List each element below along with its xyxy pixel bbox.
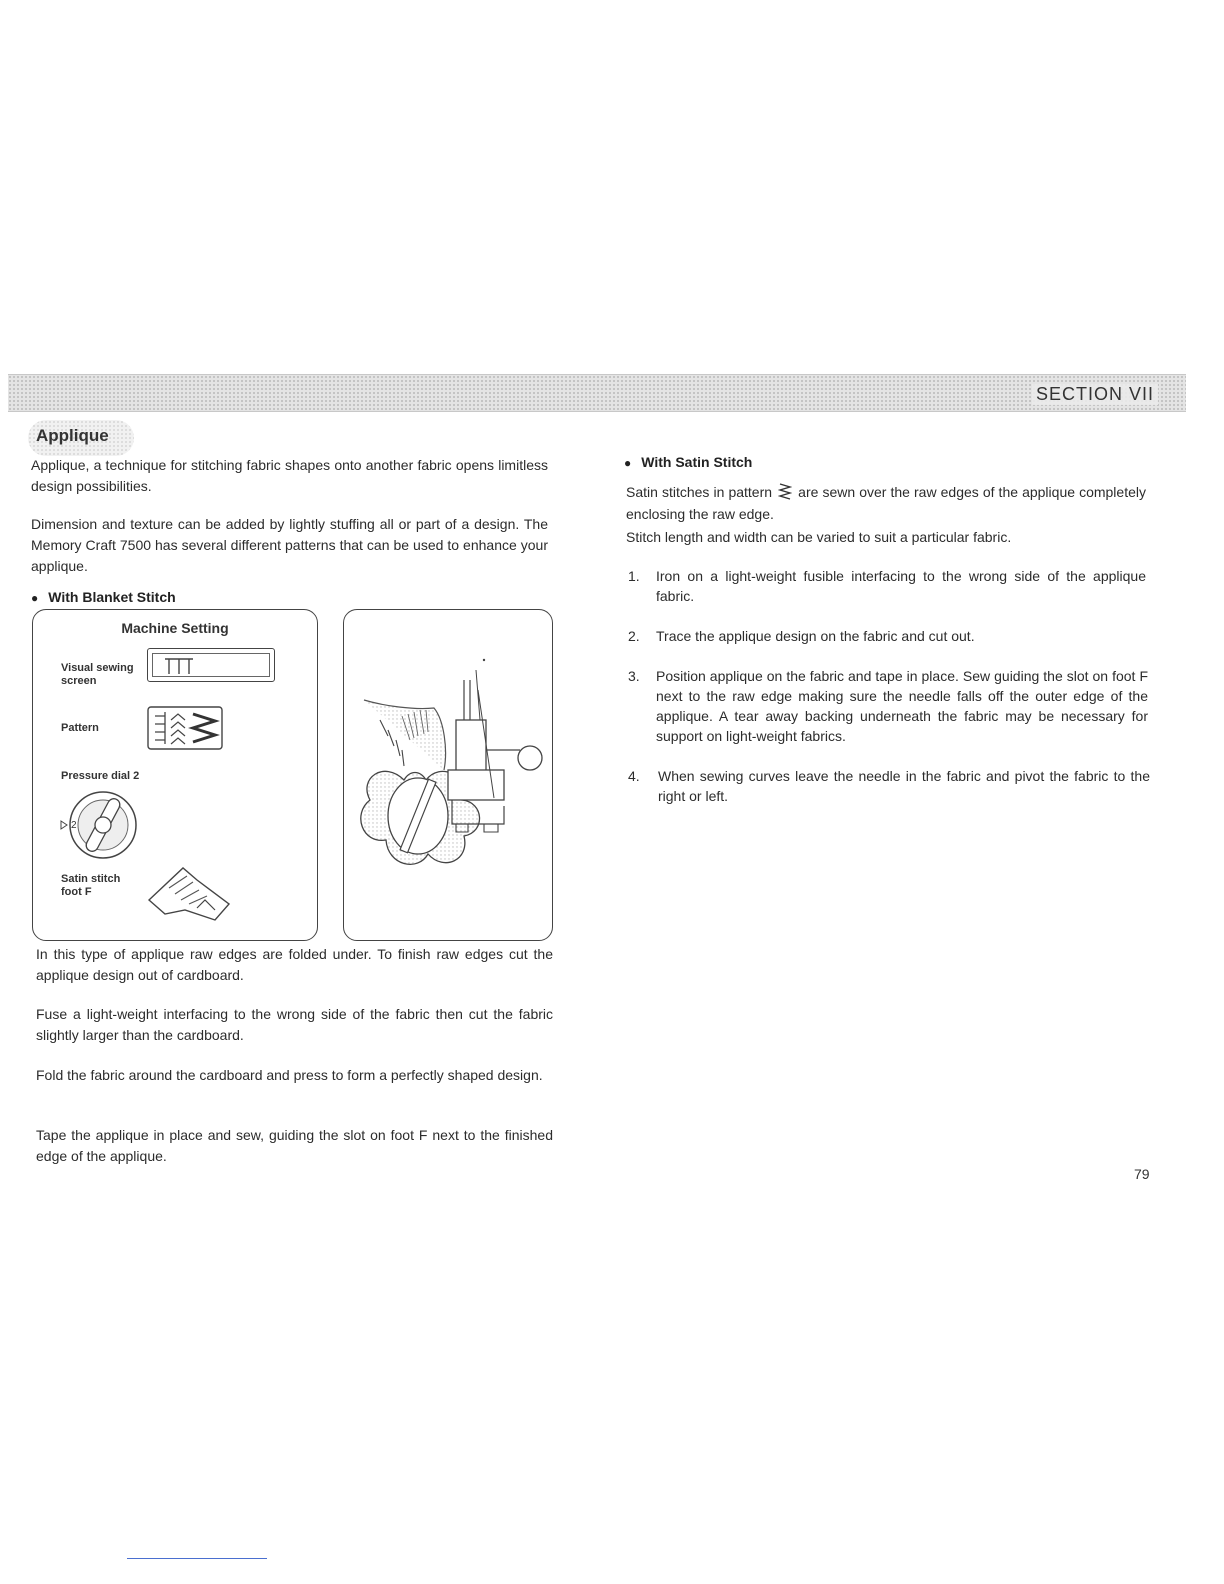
satin-paragraph-2: Stitch length and width can be varied to suit a particular fabric.: [626, 529, 1012, 545]
bullet-icon: ●: [31, 591, 39, 605]
section-header-band: [8, 374, 1186, 412]
pattern-label: Pattern: [61, 722, 99, 734]
intro-paragraph-2: Dimension and texture can be added by lightly stuffing all or part of a design. The Memory Craft 7500 has several different patterns that can be used to enhance your applique.: [31, 516, 548, 574]
blanket-stitch-heading: ● With Blanket Stitch: [31, 589, 176, 605]
satin-stitch-foot-icon: [145, 864, 233, 924]
pressure-dial-label: Pressure dial 2: [61, 770, 140, 782]
paragraph-tape: Tape the applique in place and sew, guiding the slot on foot F next to the finished edge of the applique.: [36, 1127, 553, 1164]
dial-value: 2: [71, 820, 77, 831]
paragraph-fuse: Fuse a light-weight interfacing to the wrong side of the fabric then cut the fabric slightly larger than the cardboard.: [36, 1006, 553, 1043]
satin-zigzag-icon: [778, 482, 792, 502]
step-4-text: When sewing curves leave the needle in the fabric and pivot the fabric to the right or left.: [658, 768, 1150, 804]
step-2-text: Trace the applique design on the fabric and cut out.: [656, 628, 975, 644]
paragraph-raw-edges: In this type of applique raw edges are folded under. To finish raw edges cut the applique design out of cardboard.: [36, 946, 553, 983]
intro-paragraph-1: Applique, a technique for stitching fabric shapes onto another fabric opens limitless design possibilities.: [31, 457, 548, 494]
pattern-icon: [147, 706, 225, 750]
foot-label: Satin stitch foot F: [61, 873, 121, 898]
applique-illustration-box: [343, 609, 553, 941]
satin-paragraph-1: Satin stitches in pattern are sewn over the raw edges of the applique completely enclosing the raw edge.: [626, 484, 1146, 522]
step-1-number: 1.: [628, 568, 640, 584]
step-2-number: 2.: [628, 628, 640, 644]
sewing-illustration: [344, 610, 552, 940]
visual-screen-label: Visual sewing screen: [61, 662, 134, 687]
bottom-rule: [127, 1558, 267, 1559]
step-1-text: Iron on a light-weight fusible interfacing to the wrong side of the applique fabric.: [656, 568, 1146, 604]
machine-setting-box: [32, 609, 318, 941]
paragraph-fold: Fold the fabric around the cardboard and press to form a perfectly shaped design.: [36, 1067, 543, 1083]
page-title: Applique: [36, 426, 109, 445]
step-3-number: 3.: [628, 668, 640, 684]
step-4-number: 4.: [628, 768, 640, 784]
page-number: 79: [1134, 1166, 1150, 1182]
machine-setting-title: Machine Setting: [121, 620, 229, 636]
blanket-stitch-icon: [164, 657, 194, 675]
section-label: SECTION VII: [1032, 384, 1158, 405]
step-3-text: Position applique on the fabric and tape in place. Sew guiding the slot on foot F next to the raw edge making sure the needle falls off the outer edge of the applique. A tear away backing underneath the fabric may be necessary for support on light-weight fabrics.: [656, 668, 1148, 744]
visual-sewing-screen: [147, 648, 275, 682]
bullet-icon: ●: [624, 456, 632, 470]
satin-stitch-heading: ● With Satin Stitch: [624, 454, 753, 470]
